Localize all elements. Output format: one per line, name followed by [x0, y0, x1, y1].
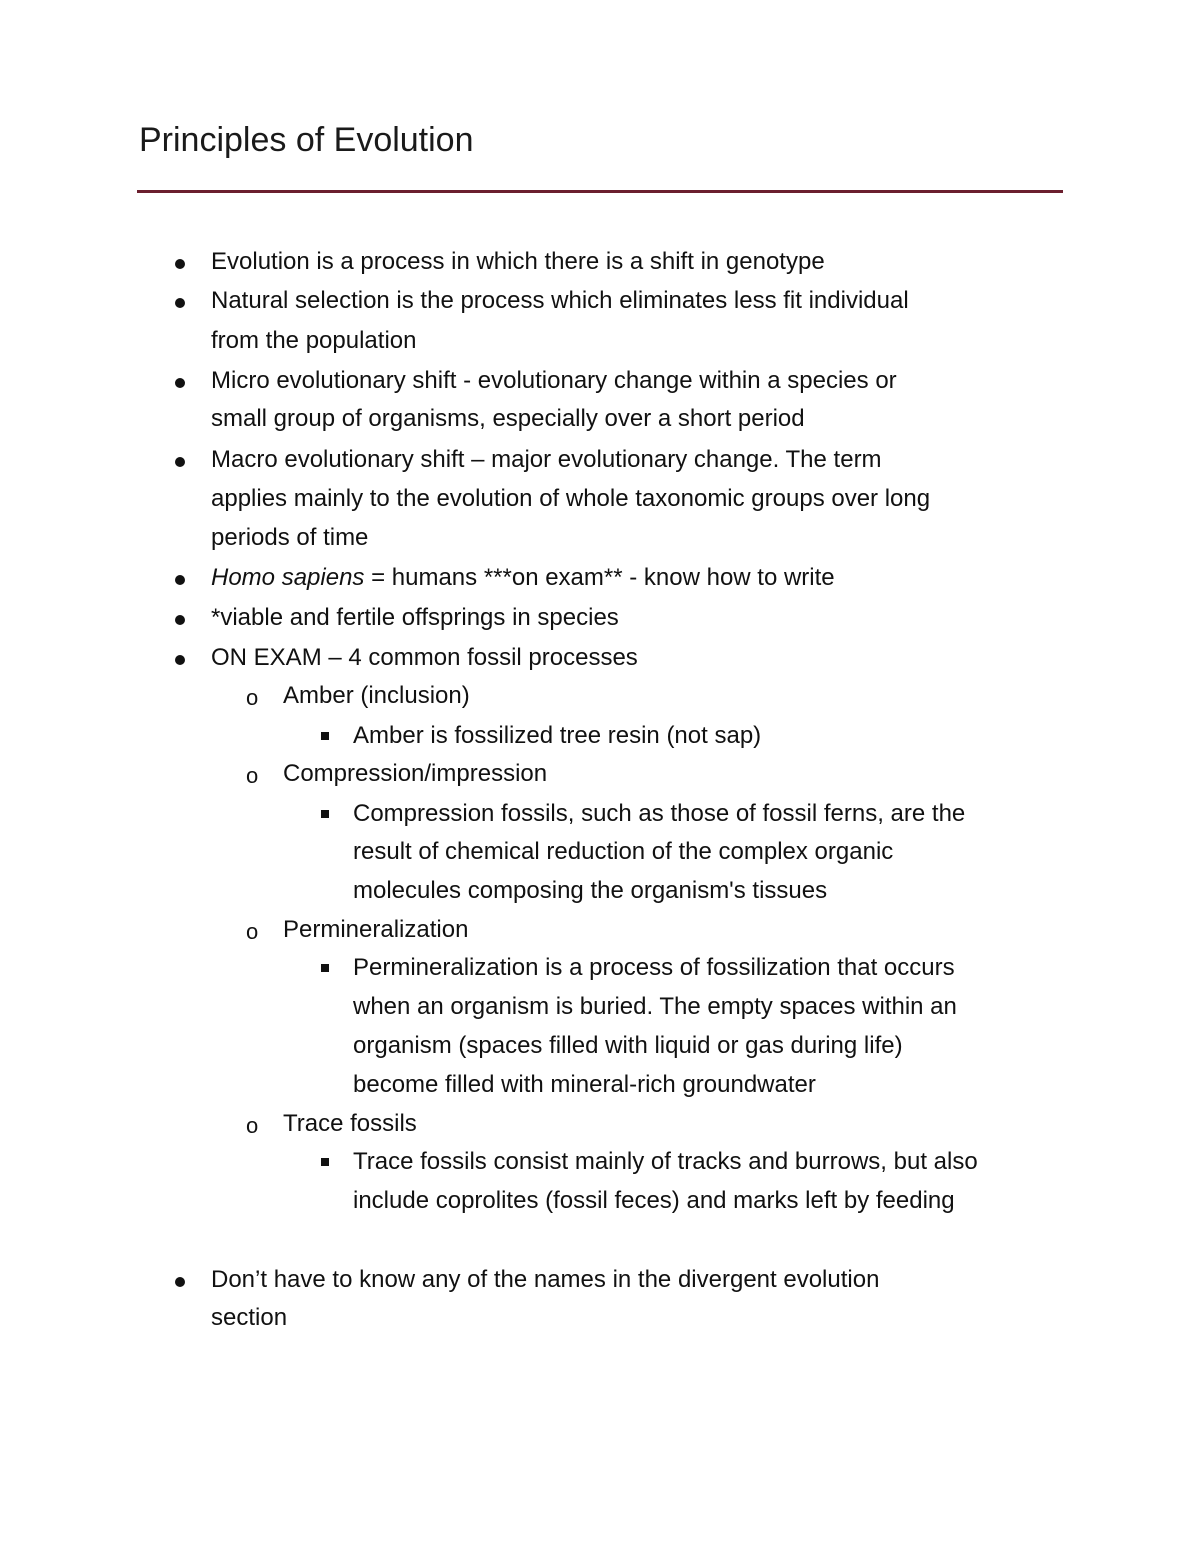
bullet-item-text: section — [211, 1304, 288, 1331]
bullet-icon — [175, 1277, 185, 1287]
fossil-process-detail: include coprolites (fossil feces) and marks left by feeding — [353, 1187, 955, 1214]
sub-bullet-marker: o — [246, 1113, 259, 1138]
square-bullet-icon — [321, 964, 329, 972]
bullet-item-text: periods of time — [211, 524, 369, 551]
fossil-process-name: Amber (inclusion) — [283, 682, 470, 709]
bullet-item-text: from the population — [211, 327, 417, 354]
bullet-icon — [175, 298, 185, 308]
bullet-item-text: Micro evolutionary shift - evolutionary change within a species or — [211, 367, 897, 394]
bullet-item-text: Macro evolutionary shift – major evolutionary change. The term — [211, 446, 882, 473]
fossil-process-detail: organism (spaces filled with liquid or gas during life) — [353, 1032, 903, 1059]
bullet-item-text: applies mainly to the evolution of whole taxonomic groups over long — [211, 485, 931, 512]
page-title: Principles of Evolution — [139, 121, 474, 159]
bullet-item-rest: = humans ***on exam** - know how to write — [364, 564, 835, 591]
square-bullet-icon — [321, 732, 329, 740]
fossil-process-name: Permineralization — [283, 916, 469, 943]
square-bullet-icon — [321, 810, 329, 818]
bullet-icon — [175, 457, 185, 467]
bullet-item-text: *viable and fertile offsprings in species — [211, 604, 619, 631]
fossil-process-detail: Trace fossils consist mainly of tracks and burrows, but also — [353, 1148, 978, 1175]
sub-bullet-marker: o — [246, 763, 259, 788]
bullet-icon — [175, 575, 185, 585]
sub-bullet-marker: o — [246, 685, 259, 710]
bullet-item-text — [211, 562, 835, 594]
bullet-icon — [175, 378, 185, 388]
bullet-item-text: small group of organisms, especially over a short period — [211, 405, 805, 432]
fossil-process-detail: Permineralization is a process of fossilization that occurs — [353, 954, 955, 981]
fossil-process-detail: result of chemical reduction of the complex organic — [353, 838, 894, 865]
bullet-item-text: Don’t have to know any of the names in the divergent evolution — [211, 1266, 880, 1293]
title-underline-rule — [137, 190, 1063, 193]
bullet-icon — [175, 655, 185, 665]
fossil-process-detail: when an organism is buried. The empty spaces within an — [353, 993, 957, 1020]
fossil-process-detail: Compression fossils, such as those of fossil ferns, are the — [353, 800, 966, 827]
square-bullet-icon — [321, 1158, 329, 1166]
bullet-icon — [175, 615, 185, 625]
fossil-process-name: Compression/impression — [283, 760, 548, 787]
bullet-item-text: ON EXAM – 4 common fossil processes — [211, 644, 638, 671]
fossil-process-detail: become filled with mineral-rich groundwater — [353, 1071, 816, 1098]
sub-bullet-marker: o — [246, 919, 259, 944]
fossil-process-detail: molecules composing the organism's tissues — [353, 877, 828, 904]
fossil-process-name: Trace fossils — [283, 1110, 417, 1137]
bullet-item-text: Evolution is a process in which there is a shift in genotype — [211, 248, 825, 275]
species-name-italic: Homo sapiens — [211, 564, 365, 591]
fossil-process-detail: Amber is fossilized tree resin (not sap) — [353, 722, 762, 749]
bullet-item-text: Natural selection is the process which eliminates less fit individual — [211, 287, 909, 314]
bullet-icon — [175, 259, 185, 269]
